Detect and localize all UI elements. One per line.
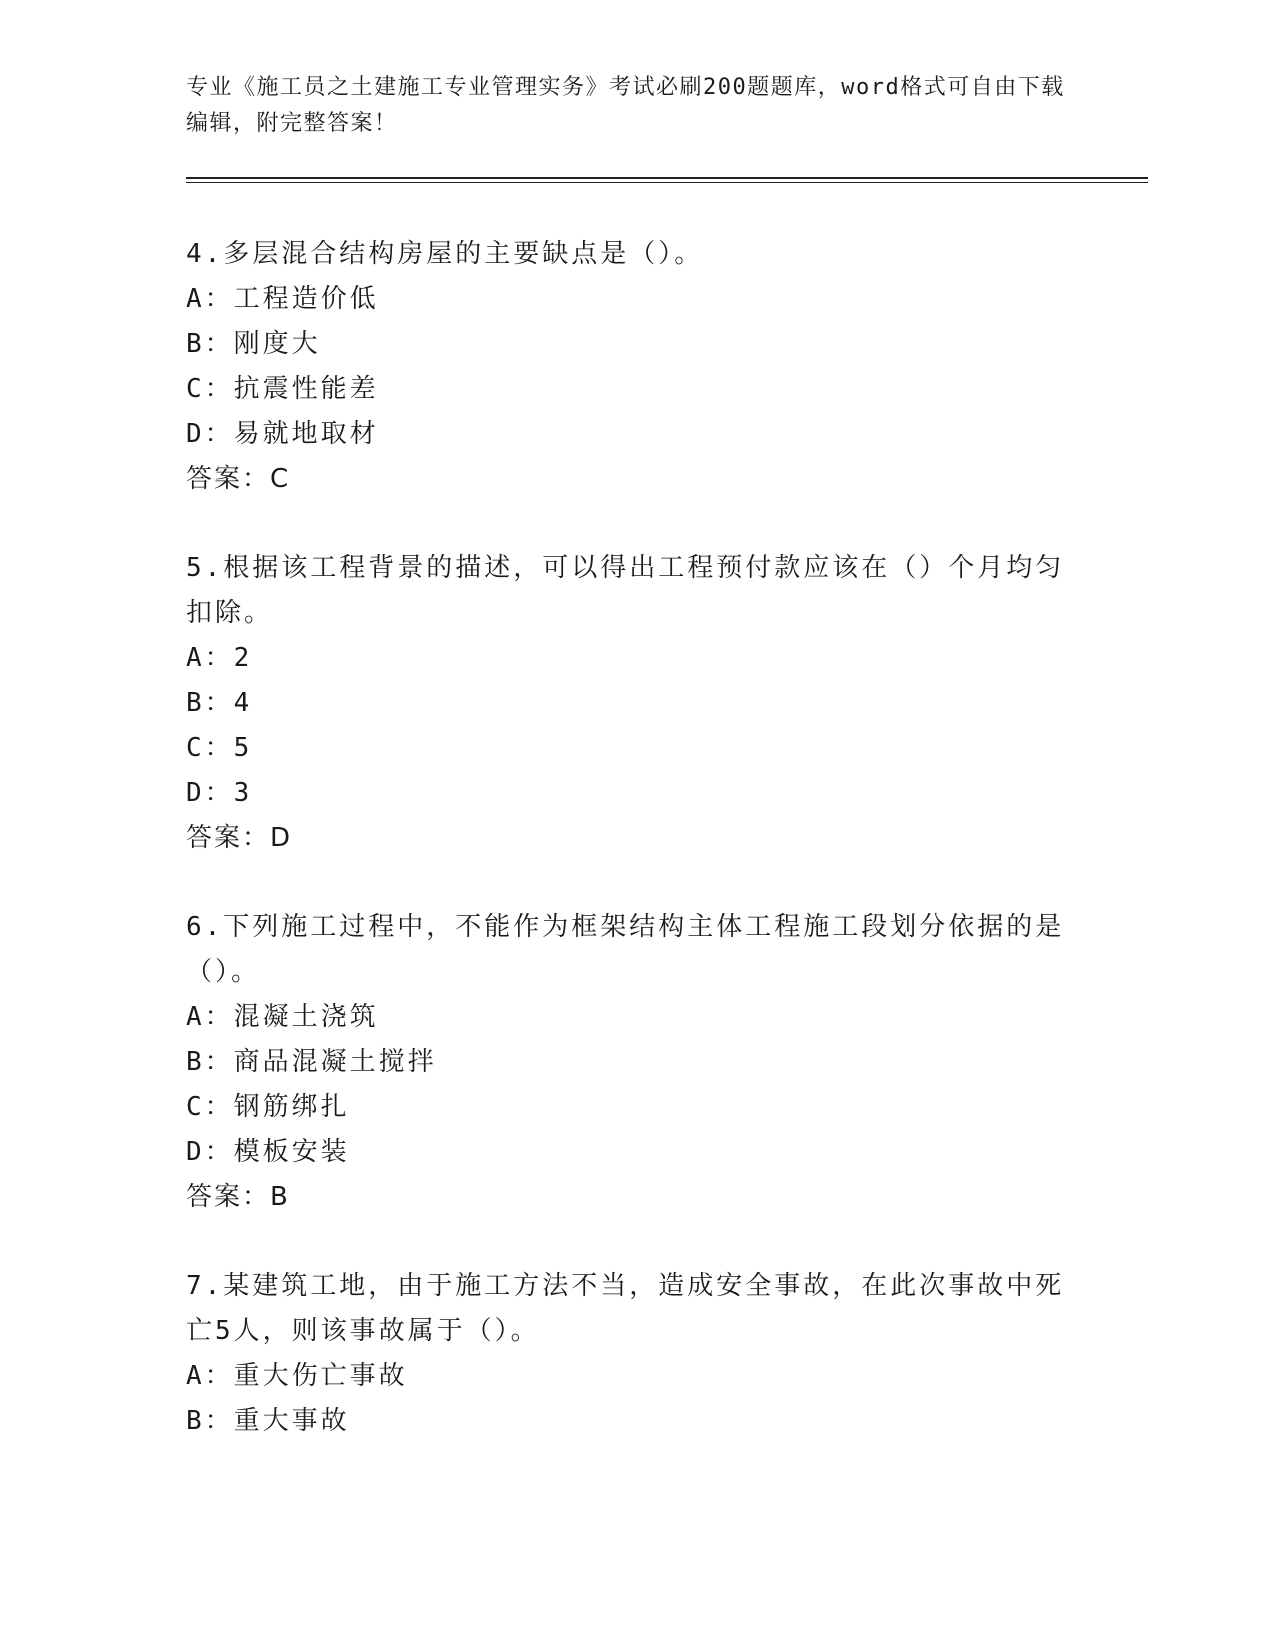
option-c: C：5: [186, 733, 253, 763]
question-6: [186, 905, 1066, 1220]
header-divider-thick: [186, 177, 1148, 179]
option-a: A：工程造价低: [186, 284, 379, 314]
header-divider-thin: [186, 182, 1148, 183]
option-c: C：抗震性能差: [186, 374, 379, 404]
option-d: D：易就地取材: [186, 419, 379, 449]
question-5: [186, 546, 1066, 861]
question-list: [186, 232, 1066, 1488]
question-7: [186, 1264, 1066, 1444]
option-a: A：混凝土浇筑: [186, 1002, 379, 1032]
option-c: C：钢筋绑扎: [186, 1092, 350, 1122]
question-text: 5.根据该工程背景的描述，可以得出工程预付款应该在（）个月均匀扣除。: [186, 553, 1065, 628]
option-b: B：商品混凝土搅拌: [186, 1047, 437, 1077]
option-a: A：重大伤亡事故: [186, 1361, 408, 1391]
option-b: B：刚度大: [186, 329, 321, 359]
option-b: B：4: [186, 688, 253, 718]
answer-line: 答案：D: [186, 823, 293, 853]
question-text: 4.多层混合结构房屋的主要缺点是（）。: [186, 239, 704, 269]
question-4: [186, 232, 1066, 502]
option-d: D：3: [186, 778, 253, 808]
answer-line: 答案：B: [186, 1182, 290, 1212]
option-d: D：模板安装: [186, 1137, 350, 1167]
answer-line: 答案：C: [186, 464, 291, 494]
option-a: A：2: [186, 643, 253, 673]
question-text: 6.下列施工过程中，不能作为框架结构主体工程施工段划分依据的是（）。: [186, 912, 1065, 987]
document-header: 专业《施工员之土建施工专业管理实务》考试必刷200题题库，word格式可自由下载编辑，附完整答案！: [186, 75, 1065, 136]
question-text: 7.某建筑工地，由于施工方法不当，造成安全事故，在此次事故中死亡5人，则该事故属于（）。: [186, 1271, 1065, 1346]
option-b: B：重大事故: [186, 1406, 350, 1436]
